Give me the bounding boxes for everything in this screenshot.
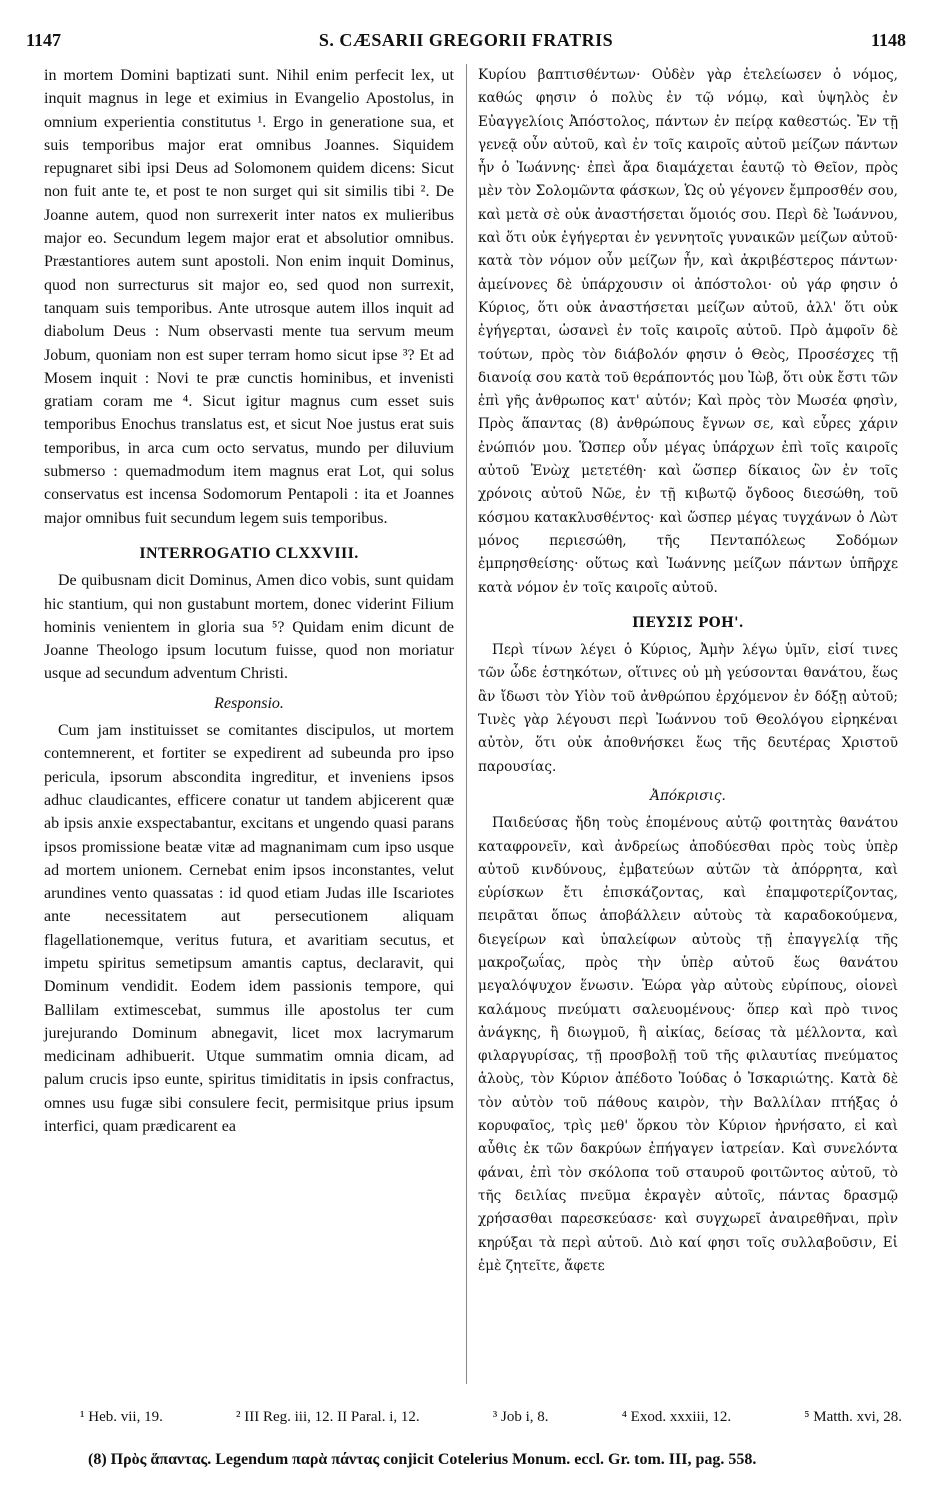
- greek-question-heading: ΠΕΥΣΙΣ ΡΟΗ'.: [632, 614, 744, 631]
- page-number-left: 1147: [26, 30, 62, 50]
- greek-question-text: Περὶ τίνων λέγει ὁ Κύριος, Ἀμὴν λέγω ὑμῖν, εἰσί τινες τῶν ὧδε ἑστηκότων, οἵτινες οὐ μὴ γεύσονται θανάτου, ἕως ἂν ἴδωσι τὸν Υἱὸν τοῦ ἀνθρώπου ἐρχόμενον ἐν δόξῃ αὐτοῦ; Τινὲς γὰρ λέγουσι περὶ Ἰωάννου τοῦ Θεολόγου εἰρηκέναι αὐτὸν, ὅτι οὐκ ἀποθνήσκει ἕως τῆς δευτέρας Χριστοῦ παρουσίας.: [478, 642, 898, 775]
- footnote-4: ⁴ Exod. xxxiii, 12.: [621, 1409, 732, 1425]
- greek-response-heading: Ἀπόκρισις.: [650, 787, 726, 804]
- footnotes: [80, 1409, 902, 1426]
- latin-paragraph: in mortem Domini baptizati sunt. Nihil enim perfecit lex, ut inquit magnus in lege et eximius in Evangelio Apostolus, in omnium experientia constitutus ¹. Ergo in generatione sua, et suis temporibus major erat omnibus Joannes. Siquidem repugnaret sibi ipsi Deus ad Solomonem quidem dicens: Sicut non fuit ante te, et post te non surget qui sit similis tibi ². De Joanne autem, quod non surrexerit inter natos ex mulieribus major eo. Secundum legem major erat et absolutior omnibus. Præstantiores autem sunt apostoli. Non enim inquit Dominus, quod non surrecturus sit major eo, sed quod non surrexit, tanquam suis temporibus. Ante utrosque autem illos inquit ad diabolum Deus : Num observasti mente tua servum meum Jobum, quoniam non est super terram homo sicut ipse ³? Et ad Mosem inquit : Novi te præ cunctis hominibus, et invenisti gratiam coram me ⁴. Sicut igitur magnus cum esset suis temporibus Enochus translatus est, et sicut Noe justus erat suis temporibus, in arca cum octo servatus, mundo per diluvium submerso : quemadmodum item magnus erat Lot, qui solus conservatus est incensa Sodomorum Pentapoli : ita et Joannes major omnibus fuit secundum legem suis temporibus.: [44, 67, 454, 527]
- page-number-right: 1148: [870, 30, 906, 50]
- footnote-1: ¹ Heb. vii, 19.: [80, 1409, 163, 1425]
- footnote-3: ³ Job i, 8.: [492, 1409, 549, 1425]
- latin-response-heading: Responsio.: [214, 694, 284, 712]
- footnote-2: ² III Reg. iii, 12. II Paral. i, 12.: [235, 1409, 420, 1425]
- greek-paragraph: Κυρίου βαπτισθέντων· Οὐδὲν γὰρ ἐτελείωσεν ὁ νόμος, καθώς φησιν ὁ πολὺς ἐν τῷ νόμῳ, καὶ ὑψηλὸς ἐν Εὐαγγελίοις Ἀπόστολος, πάντων ἐν πείρᾳ καθεστώς. Ἐν τῇ γενεᾷ οὖν αὐτοῦ, καὶ ἐν τοῖς καιροῖς αὐτοῦ μείζων πάντων ἦν ὁ Ἰωάννης· ἐπεὶ ἄρα διαμάχεται ἑαυτῷ τὸ Θεῖον, πρὸς μὲν τὸν Σολομῶντα φάσκων, Ὡς οὐ γέγονεν ἔμπροσθέν σου, καὶ μετὰ σὲ οὐκ ἀναστήσεται ὅμοιός σου. Περὶ δὲ Ἰωάννου, καὶ ὅτι οὐκ ἐγήγερται ἐν γεννητοῖς γυναικῶν μείζων αὐτοῦ· κατὰ τὸν νόμον οὖν μείζων ἦν, καὶ ἀκριβέστερος πάντων· ἀμείνονες δὲ ὑπάρχουσιν οἱ ἀπόστολοι· οὐ γάρ φησιν ὁ Κύριος, ὅτι οὐκ ἀναστήσεται μείζων αὐτοῦ, ἀλλ' ὅτι οὐκ ἐγήγερται, ὡσανεὶ ἐν τοῖς καιροῖς αὐτοῦ. Πρὸ ἀμφοῖν δὲ τούτων, πρὸς τὸν διάβολόν φησιν ὁ Θεὸς, Προσέσχες τῇ διανοίᾳ σου κατὰ τοῦ θεράποντός μου Ἰὼβ, ὅτι οὐκ ἔστι τῶν ἐπὶ γῆς ἀνθρωπος κατ' αὐτόν; Καὶ πρὸς τὸν Μωσέα φησὶν, Πρὸς ἅπαντας (8) ἀνθρώπους ἔγνων σε, καὶ εὗρες χάριν ἐνώπιόν μου. Ὥσπερ οὖν μέγας ὑπάρχων ἐπὶ τοῖς καιροῖς αὐτοῦ Ἐνὼχ μετετέθη· καὶ ὥσπερ δίκαιος ὢν ἐν τοῖς χρόνοις αὐτοῦ Νῶε, ἐν τῇ κιβωτῷ ὄγδοος διεσώθη, τοῦ κόσμου κατακλυσθέντος· καὶ ὥσπερ μέγας τυγχάνων ὁ Λὼτ μόνος περιεσώθη, τῆς Πενταπόλεως Σοδόμων ἐμπρησθείσης· οὕτως καὶ Ἰωάννης μείζων πάντων ὑπῆρχε κατὰ νόμον ἐν τοῖς καιροῖς αὐτοῦ.: [478, 67, 898, 596]
- latin-column: [44, 64, 454, 1138]
- latin-question-heading: INTERROGATIO CLXXVIII.: [139, 544, 359, 562]
- page-header: [26, 30, 906, 56]
- latin-response-text: Cum jam instituisset se comitantes discipulos, ut mortem contemnerent, et fortiter se expedirent ad subeunda pro ipso pericula, ipsorum abscondita ingreditur, et inveniens ipsos adhuc claudicantes, efficere conatur ut tandem abjicerent quæ ab ipsis anxie exspectabantur, excitans et ungendo quasi parans ipsos promissione beatæ vitæ ad magnanimam cum ipso usque ad mortem unionem. Cernebat enim ipsos inconstantes, velut arundines vento quassatas : id quod etiam Judas ille Iscariotes ante necessitatem aut persecutionem aliquam flagellationemque, veritus futura, et avaritiam secutus, et impetu spiritus semetipsum amantis captus, declaravit, qui Dominum vendidit. Eodem idem passionis tempore, qui Ballilam extimescebat, summus ille apostolus ter cum jurejurando Dominum abnegavit, licet mox lacrymarum medicinam adhibuerit. Utque summatim omnia dicam, ad palum crucis ipso eunte, spiritus timiditatis in ipsis confractus, omnes usu fugæ sibi consulere fecit, permisitque prius ipsum interfici, quam prædicarent ea: [44, 722, 454, 1136]
- column-divider: [466, 64, 467, 1384]
- greek-response-text: Παιδεύσας ἤδη τοὺς ἑπομένους αὐτῷ φοιτητὰς θανάτου καταφρονεῖν, καὶ ἀνδρείως ἀποδύεσθαι πρὸς τοὺς ὑπὲρ αὐτοῦ κινδύνους, ἐμβατεύων αὐτῶν τὰ ἀπόρρητα, καὶ εὑρίσκων ἔτι ἐπισκάζοντας, καὶ ἐπαμφοτερίζοντας, πειρᾶται ὅπως ἀποβάλλειν αὐτοὺς τὰ καραδοκούμενα, διεγείρων καὶ ὑπαλείφων αὐτοὺς τῇ ἐπαγγελίᾳ τῆς μακροζωΐας, πρὸς τὴν ὑπὲρ αὐτοῦ ἕως θανάτου μεγαλόψυχον ἕνωσιν. Ἑώρα γὰρ αὐτοὺς εὐρίπους, οἱονεὶ καλάμους πνεύματι σαλευομένους· ὅπερ καὶ πρὸ τινος ἀνάγκης, ἢ διωγμοῦ, ἢ αἰκίας, δείσας τὰ μέλλοντα, καὶ φιλαργυρίσας, τῇ προσβολῇ τοῦ τῆς φιλαυτίας πνεύματος ἁλοὺς, τὸν Κύριον ἀπέδοτο Ἰούδας ὁ Ἰσκαριώτης. Κατὰ δὲ τὸν αὐτὸν τοῦ πάθους καιρὸν, τὴν Βαλλίλαν πτήξας ὁ κορυφαῖος, τρὶς μεθ' ὅρκου τὸν Κύριον ἠρνήσατο, εἰ καὶ αὖθις ἐκ τῶν δακρύων ἐπήγαγεν ἰατρείαν. Καὶ συνελόντα φάναι, ἐπὶ τὸν σκόλοπα τοῦ σταυροῦ φοιτῶντος αὐτοῦ, τὸ τῆς δειλίας πνεῦμα ἐκραγὲν αὐτοῖς, πάντας δρασμῷ χρήσασθαι παρεσκεύασε· καὶ συγχωρεῖ ἀναιρεθῆναι, πρὶν κηρύξαι τὰ περὶ αὐτοῦ. Διὸ καί φησι τοῖς συλλαβοῦσιν, Εἰ ἐμὲ ζητεῖτε, ἄφετε: [478, 815, 898, 1274]
- editor-note: (8) Πρὸς ἅπαντας. Legendum παρὰ πάντας conjicit Cotelerius Monum. eccl. Gr. tom. III, pag. 558.: [88, 1451, 757, 1468]
- footnote-5: ⁵ Matth. xvi, 28.: [804, 1409, 902, 1425]
- running-title: S. CÆSARII GREGORII FRATRIS: [318, 30, 614, 50]
- greek-column: [478, 64, 898, 1278]
- latin-question-text: De quibusnam dicit Dominus, Amen dico vobis, sunt quidam hic stantium, qui non gustabunt mortem, donec viderint Filium hominis venientem in gloria sua ⁵? Quidam enim dicunt de Joanne Theologo ipsum locutum fuisse, quod non moriatur usque ad secundum adventum Christi.: [44, 572, 454, 683]
